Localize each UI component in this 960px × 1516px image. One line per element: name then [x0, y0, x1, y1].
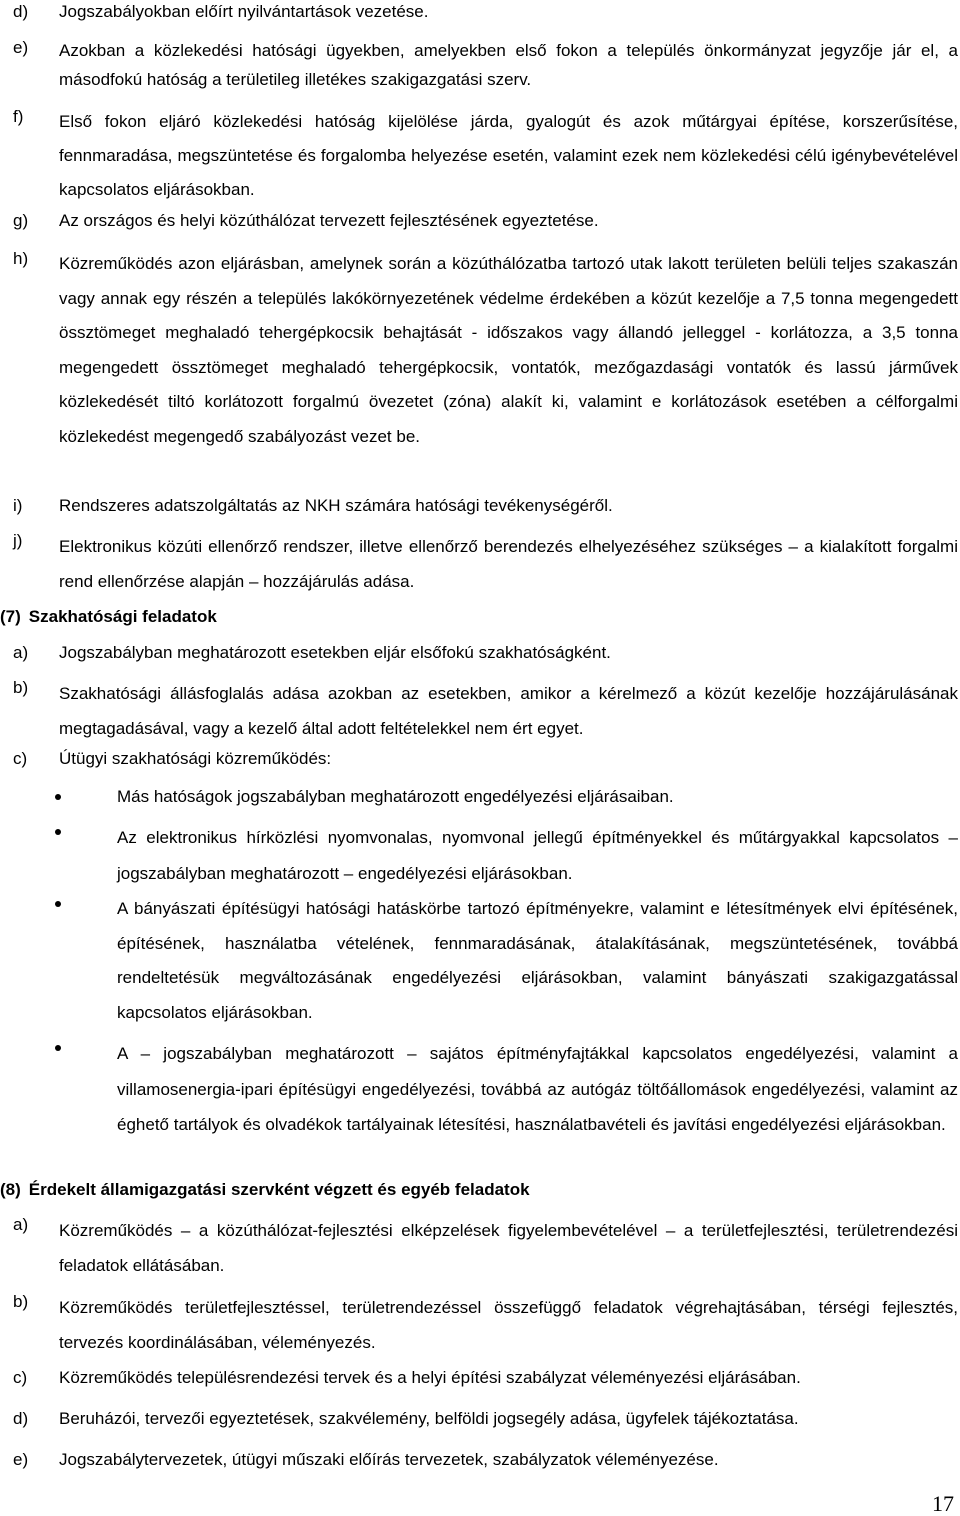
section-heading [0, 605, 217, 629]
section-heading [0, 1178, 530, 1202]
page-number: 17 [932, 1491, 954, 1516]
item-label: a) [13, 1215, 29, 1234]
item-text: Jogszabályokban előírt nyilvántartások vezetése. [59, 2, 429, 21]
item-text: Közreműködés – a közúthálózat-fejlesztési elképzelések figyelembevételével – a területfejlesztési, területrendezési feladatok ellátásában. [59, 1221, 958, 1275]
bullet-text: Az elektronikus hírközlési nyomvonalas, nyomvonal jellegű építményekkel és műtárgyakkal kapcsolatos – jogszabályban meghatározott – engedélyezési eljárásokban. [117, 828, 958, 883]
item-text: Elektronikus közúti ellenőrző rendszer, illetve ellenőrző berendezés elhelyezéséhez szükséges – a kialakított forgalmi rend ellenőrzése alapján – hozzájárulás adása. [59, 537, 958, 591]
item-text: Útügyi szakhatósági közreműködés: [59, 749, 332, 768]
bullet-icon [55, 829, 61, 835]
section-title: Érdekelt államigazgatási szervként végzett és egyéb feladatok [28, 1180, 530, 1199]
item-text: Közreműködés településrendezési tervek és a helyi építési szabályzat véleményezési eljárásában. [59, 1368, 801, 1387]
item-text: Szakhatósági állásfoglalás adása azokban az esetekben, amikor a kérelmező a közút kezelője hozzájárulásának megtagadásával, vagy a kezelő által adott feltételekkel nem ért egyet. [59, 684, 958, 738]
bullet-text: Más hatóságok jogszabályban meghatározott engedélyezési eljárásaiban. [117, 787, 674, 806]
bullet-text: A – jogszabályban meghatározott – sajátos építményfajtákkal kapcsolatos engedélyezési, valamint a villamosenergia-ipari építésügyi engedélyezési, továbbá az autógáz töltőállomások engedélyezési, valamint az éghető tartályok és olvadékok tartályainak létesítési, használatbavételi és javítási engedélyezési eljárásokban. [117, 1044, 958, 1134]
bullet-icon [55, 901, 61, 907]
bullet-icon [55, 794, 61, 800]
item-label: g) [13, 211, 29, 230]
item-label: e) [13, 1450, 29, 1469]
item-label: f) [13, 107, 24, 126]
item-label: a) [13, 643, 29, 662]
item-label: i) [13, 496, 23, 515]
item-text: Jogszabályban meghatározott esetekben eljár elsőfokú szakhatóságként. [59, 643, 611, 662]
section-title: Szakhatósági feladatok [28, 607, 217, 626]
item-text: Beruházói, tervezői egyeztetések, szakvélemény, belföldi jogsegély adása, ügyfelek tájékoztatása. [59, 1409, 799, 1428]
item-label: e) [13, 38, 29, 57]
item-label: d) [13, 1409, 29, 1428]
item-text: Közreműködés területfejlesztéssel, területrendezéssel összefüggő feladatok végrehajtásában, térségi fejlesztés, tervezés koordinálásában, véleményezés. [59, 1298, 958, 1352]
bullet-icon [55, 1045, 61, 1051]
item-label: d) [13, 2, 29, 21]
item-label: b) [13, 1292, 29, 1311]
bullet-text: A bányászati építésügyi hatósági hatáskörbe tartozó építményekre, valamint e létesítmények elvi építésének, építésének, használatba vételének, fennmaradásának, átalakításának, megszüntetésének, továbbá rendeltetésük megváltozásának engedélyezési eljárásokban, valamint bányászati szakigazgatással kapcsolatos eljárásokban. [117, 899, 958, 1023]
item-label: c) [13, 749, 28, 768]
item-text: Közreműködés azon eljárásban, amelynek során a közúthálózatba tartozó utak lakott területen belüli teljes szakaszán vagy annak egy részén a település lakókörnyezetének védelme érdekében a közút kezelője a 7,5 tonna megengedett össztömeget meghaladó tehergépkocsik behajtását - időszakos vagy állandó jelleggel - korlátozza, a 3,5 tonna megengedett össztömeget meghaladó tehergépkocsik, vontatók, mezőgazdasági vontatók és lassú járművek közlekedését tiltó korlátozott forgalmú övezetet (zóna) alakít ki, valamint e korlátozások esetében a célforgalmi közlekedést megengedő szabályozást vezet be. [59, 254, 958, 446]
section-number: (7) [0, 607, 21, 626]
item-text: Az országos és helyi közúthálózat tervezett fejlesztésének egyeztetése. [59, 211, 599, 230]
item-label: j) [13, 531, 23, 550]
item-label: h) [13, 249, 29, 268]
item-text: Azokban a közlekedési hatósági ügyekben, amelyekben első fokon a település önkormányzat jegyzője jár el, a másodfokú hatóság a területileg illetékes szakigazgatási szerv. [59, 41, 958, 89]
item-text: Rendszeres adatszolgáltatás az NKH számára hatósági tevékenységéről. [59, 496, 613, 515]
item-label: c) [13, 1368, 28, 1387]
item-text: Jogszabálytervezetek, útügyi műszaki előírás tervezetek, szabályzatok véleményezése. [59, 1450, 719, 1469]
item-label: b) [13, 678, 29, 697]
section-number: (8) [0, 1180, 21, 1199]
item-text: Első fokon eljáró közlekedési hatóság kijelölése járda, gyalogút és azok műtárgyai építése, korszerűsítése, fennmaradása, megszüntetése és forgalomba helyezése esetén, valamint ezek nem közlekedési célú igénybevételével kapcsolatos eljárásokban. [59, 112, 958, 199]
